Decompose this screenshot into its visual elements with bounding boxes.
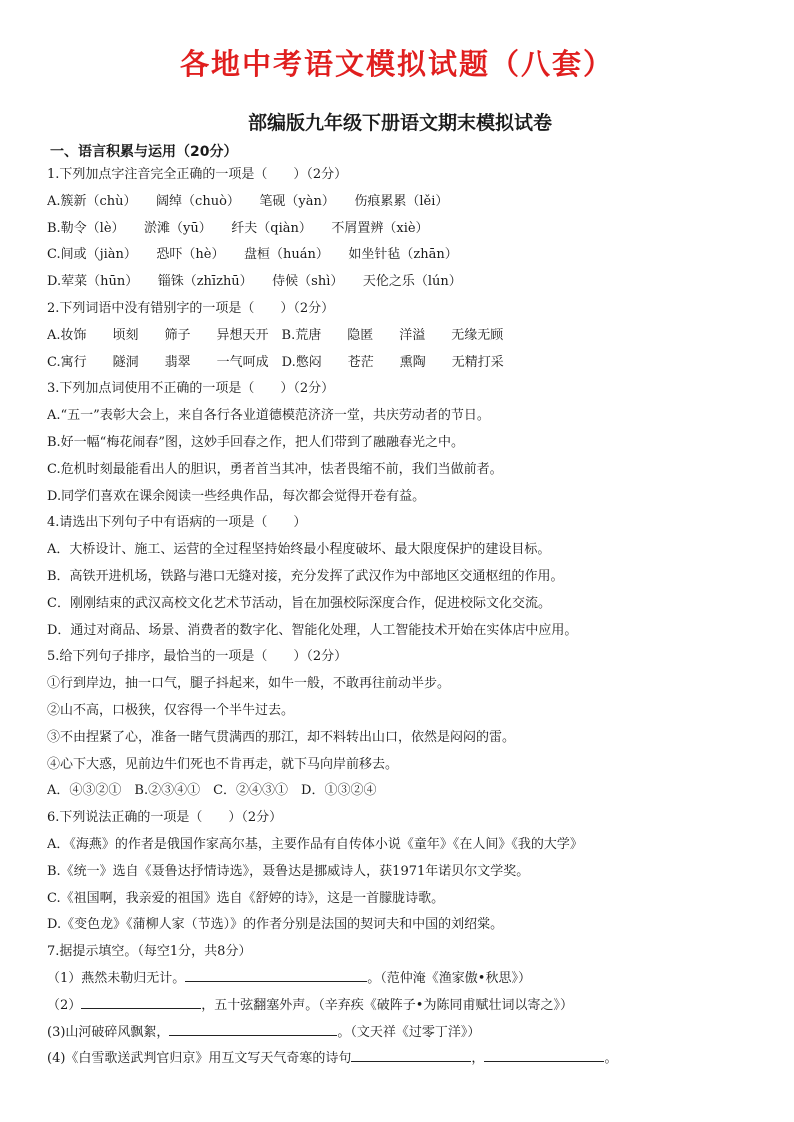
section-title: 一、语言积累与运用（20分） <box>50 144 238 160</box>
fill-line-4 <box>47 1046 767 1073</box>
option-line: C.寓行 隧洞 翡翠 一气呵成 D.憋闷 苍茫 熏陶 无精打采 <box>47 354 504 370</box>
fill-line-1 <box>47 966 767 993</box>
fill-text: （2） <box>47 997 82 1013</box>
answer-blank[interactable] <box>81 994 201 1009</box>
sentence-line: ①行到岸边，抽一口气，腿子抖起来，如牛一般，不敢再往前动半步。 <box>47 676 451 692</box>
question-line: 6.下列说法正确的一项是（ ）（2分） <box>47 810 283 826</box>
option-line: A.簇新（chù） 阔绰（chuò） 笔砚（yàn） 伤痕累累（lěi） <box>47 193 449 209</box>
sub-title: 部编版九年级下册语文期末模拟试卷 <box>248 112 553 134</box>
question-line: 7.据提示填空。（每空1分，共8分） <box>47 944 252 960</box>
answer-blank[interactable] <box>484 1047 604 1062</box>
fill-text: ，五十弦翻塞外声。（辛弃疾《破阵子•为陈同甫赋壮词以寄之》） <box>201 997 573 1013</box>
option-line: B.《统一》选自《聂鲁达抒情诗选》，聂鲁达是挪威诗人，获1971年诺贝尔文学奖。 <box>47 863 530 879</box>
option-line: C．刚刚结束的武汉高校文化艺术节活动，旨在加强校际深度合作，促进校际文化交流。 <box>47 595 551 611</box>
option-line: A．《海燕》的作者是俄国作家高尔基，主要作品有自传体小说《童年》《在人间》《我的大学》 <box>47 836 583 852</box>
option-line: B.勒令（lè） 淤滩（yū） 纤夫（qiàn） 不屑置辨（xiè） <box>47 220 429 236</box>
question-content <box>47 162 767 1073</box>
question-line: 2.下列词语中没有错别字的一项是（ ）（2分） <box>47 300 335 316</box>
fill-text: (4)《白雪歌送武判官归京》用互文写天气奇寒的诗句 <box>47 1051 352 1067</box>
fill-text: 。（范仲淹《渔家傲•秋思》） <box>367 970 531 986</box>
option-line: C.间或（jiàn） 恐吓（hè） 盘桓（huán） 如坐针毡（zhān） <box>47 247 458 263</box>
answer-blank[interactable] <box>185 967 367 982</box>
fill-text: ， <box>471 1051 485 1067</box>
main-title: 各地中考语文模拟试题（八套） <box>179 47 614 81</box>
sentence-line: ④心下大惑，见前边牛们死也不肯再走，就下马向岸前移去。 <box>47 756 399 772</box>
option-line: D．通过对商品、场景、消费者的数字化、智能化处理，人工智能技术开始在实体店中应用。 <box>47 622 578 638</box>
question-line: 5.给下列句子排序，最恰当的一项是（ ）（2分） <box>47 649 348 665</box>
sentence-line: ③不由捏紧了心，准备一睹气贯满西的那江，却不料转出山口，依然是闷闷的雷。 <box>47 729 516 745</box>
fill-text: 。 <box>604 1051 618 1067</box>
option-line: B．高铁开进机场，铁路与港口无缝对接，充分发挥了武汉作为中部地区交通枢纽的作用。 <box>47 568 564 584</box>
question-line: 3.下列加点词使用不正确的一项是（ ）（2分） <box>47 381 335 397</box>
fill-line-3 <box>47 1020 767 1047</box>
fill-line-2 <box>47 993 767 1020</box>
option-line: A．④③②① B.②③④① C．②④③① D．①③②④ <box>47 783 377 799</box>
option-line: D.同学们喜欢在课余阅读一些经典作品，每次都会觉得开卷有益。 <box>47 488 426 504</box>
option-line: C.《祖国啊，我亲爱的祖国》选自《舒婷的诗》，这是一首朦胧诗歌。 <box>47 890 445 906</box>
option-line: A．大桥设计、施工、运营的全过程坚持始终最小程度破坏、最大限度保护的建设目标。 <box>47 542 551 558</box>
option-line: B.好一幅“梅花闹春”图，这妙手回春之作，把人们带到了融融春光之中。 <box>47 434 464 450</box>
answer-blank[interactable] <box>351 1047 471 1062</box>
option-line: A.妆饰 顷刻 筛子 异想天开 B.荒唐 隐匿 洋溢 无缘无顾 <box>47 327 504 343</box>
option-line: C.危机时刻最能看出人的胆识，勇者首当其冲，怯者畏缩不前，我们当做前者。 <box>47 461 503 477</box>
fill-text: （1）燕然未勒归无计。 <box>47 970 186 986</box>
question-line: 1.下列加点字注音完全正确的一项是（ ）（2分） <box>47 167 348 182</box>
answer-blank[interactable] <box>169 1021 337 1036</box>
question-line: 4.请选出下列句子中有语病的一项是（ ） <box>47 515 307 531</box>
sentence-line: ②山不高，口极狭，仅容得一个半牛过去。 <box>47 702 295 718</box>
option-line: D.荤菜（hūn） 锱铢（zhīzhū） 侍候（shì） 天伦之乐（lún） <box>47 274 462 290</box>
fill-text: (3)山河破碎风飘絮， <box>47 1024 170 1040</box>
option-line: D.《变色龙》《蒲柳人家（节选）》的作者分别是法国的契诃夫和中国的刘绍棠。 <box>47 917 504 933</box>
fill-text: 。（文天祥《过零丁洋》） <box>337 1024 481 1040</box>
option-line: A.“五一”表彰大会上，来自各行各业道德模范济济一堂，共庆劳动者的节日。 <box>47 408 490 424</box>
